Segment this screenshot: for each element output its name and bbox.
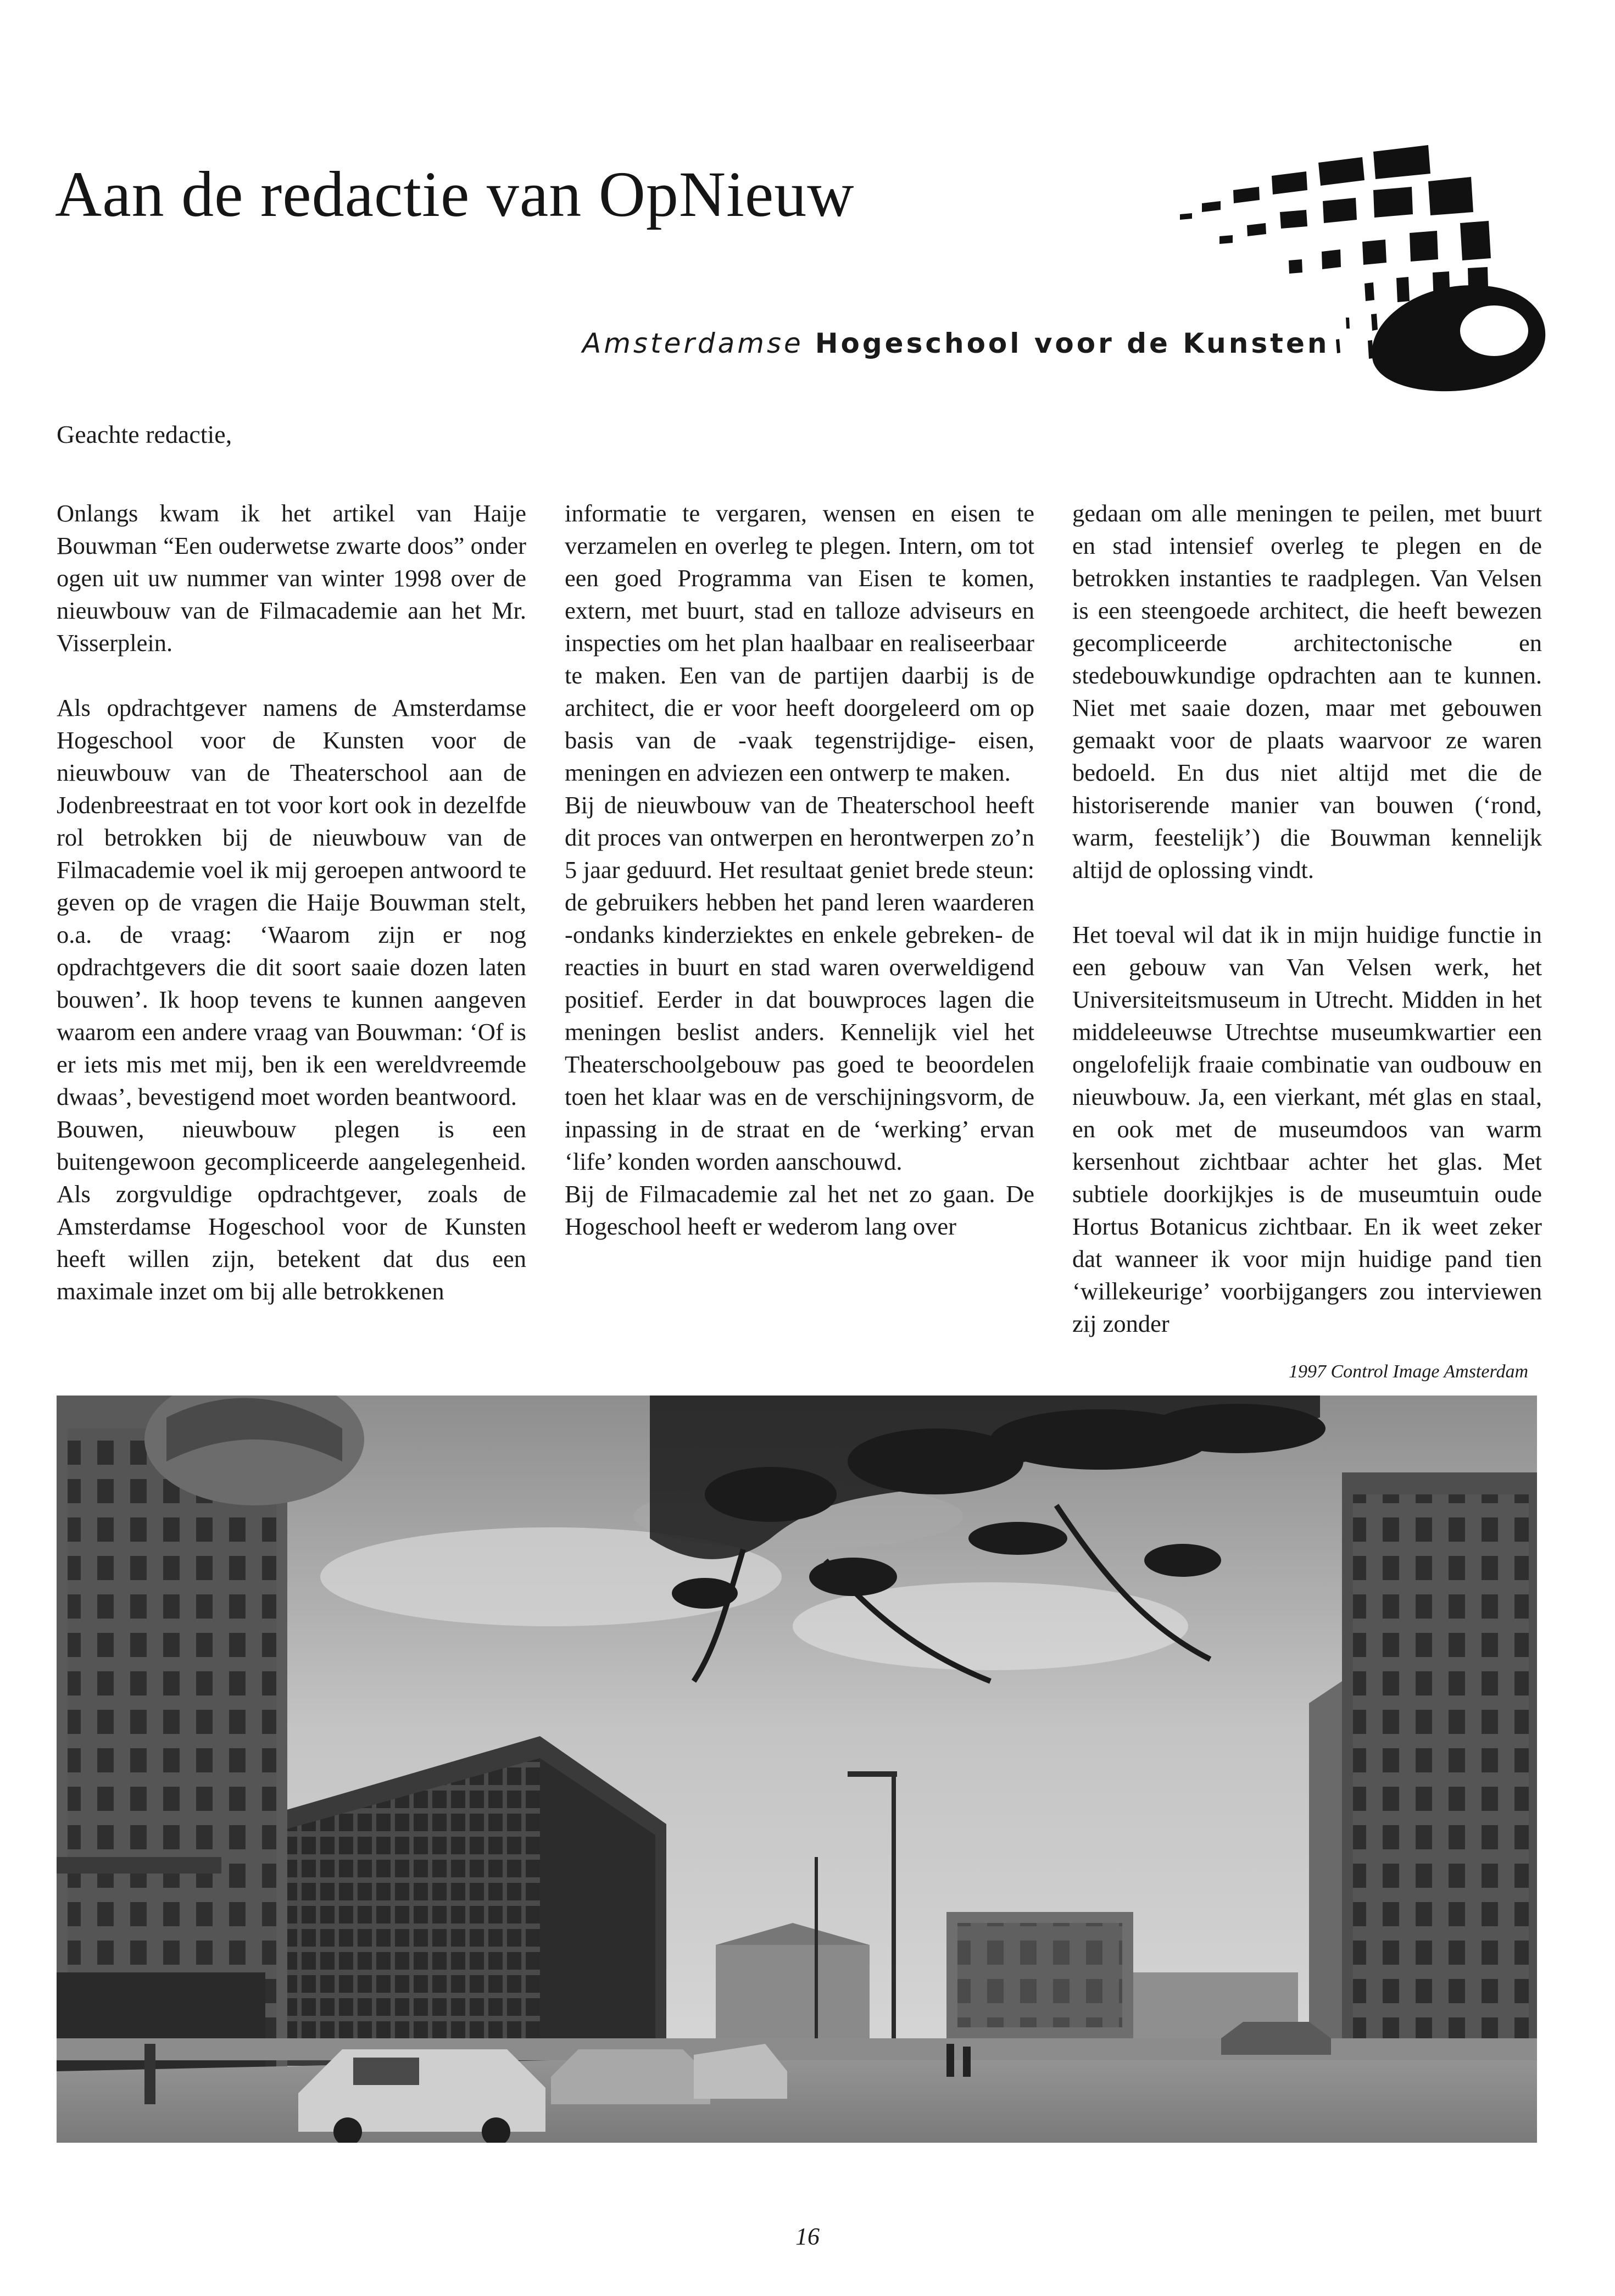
paragraph: Bij de Filmacademie zal het net zo gaan. De Hogeschool heeft er wederom lang over	[565, 1180, 1034, 1240]
paragraph: Onlangs kwam ik het artikel van Haije Bouwman “Een ouderwetse zwarte doos” onder ogen uit uw nummer van winter 1998 over de nieuwbouw van de Filmacademie aan het Mr. Visserplein.	[57, 499, 526, 657]
text-column-2	[565, 497, 1034, 1243]
school-title: Hogeschool voor de Kunsten	[815, 327, 1330, 359]
page-title: Aan de redactie van OpNieuw	[55, 158, 855, 230]
school-prefix: Amsterdamse	[582, 327, 804, 359]
school-name	[582, 327, 1330, 359]
page-number: 16	[795, 2223, 820, 2250]
text-column-1	[57, 497, 526, 1308]
paragraph: informatie te vergaren, wensen en eisen te verzamelen en overleg te plegen. Intern, om tot een goed Programma van Eisen te komen, extern, met buurt, stad en talloze adviseurs en inspecties om het plan haalbaar en realiseerbaar te maken. Een van de partijen daarbij is de architect, die er voor heeft doorgeleerd om op basis van de -vaak tegenstrijdige- eisen, meningen en adviezen een ontwerp te maken.	[565, 499, 1034, 786]
paragraph: gedaan om alle meningen te peilen, met buurt en stad intensief overleg te plegen en de betrokken instanties te raadplegen. Van Velsen is een steengoede architect, die heeft bewezen gecompliceerde architectonische en stedebouwkundige opdrachten aan te kunnen. Niet met saaie dozen, maar met gebouwen gemaakt voor de plaats waarvoor ze waren bedoeld. En dus niet altijd met die de historiserende manier van bouwen (‘rond, warm, feestelijk’) die Bouwman kennelijk altijd de oplossing vindt.	[1072, 499, 1542, 883]
photo-credit: 1997 Control Image Amsterdam	[1288, 1361, 1528, 1382]
school-logo	[1132, 143, 1549, 401]
paragraph: Het toeval wil dat ik in mijn huidige functie in een gebouw van Van Velsen werk, het Universiteitsmuseum in Utrecht. Midden in het middeleeuwse Utrechtse museumkwartier een ongelofelijk fraaie combinatie van oudbouw en nieuwbouw. Ja, een vierkant, mét glas en staal, en ook met de museumdoos van warm kersenhout zichtbaar achter het glas. Met subtiele doorkijkjes is de museumtuin oude Hortus Botanicus zichtbaar. En ik weet zeker dat wanneer ik voor mijn huidige pand tien ‘willekeurige’ voorbijgangers zou interviewen zij zonder	[1072, 921, 1542, 1337]
street-photo	[57, 1396, 1537, 2143]
paragraph: Als opdrachtgever namens de Amsterdamse Hogeschool voor de Kunsten voor de nieuwbouw van de Theaterschool aan de Jodenbreestraat en tot voor kort ook in dezelfde rol betrokken bij de nieuwbouw van de Filmacademie voel ik mij geroepen antwoord te geven op de vragen die Haije Bouwman stelt, o.a. de vraag: ‘Waarom zijn er nog opdrachtgevers die dit soort saaie dozen laten bouwen’. Ik hoop tevens te kunnen aangeven waarom een andere vraag van Bouwman: ‘Of is er iets mis met mij, ben ik een wereldvreemde dwaas’, bevestigend moet worden beantwoord.	[57, 694, 526, 1110]
paragraph: Bouwen, nieuwbouw plegen is een buitengewoon gecompliceerde aangelegenheid. Als zorgvuldige opdrachtgever, zoals de Amsterdamse Hogeschool voor de Kunsten heeft willen zijn, betekent dat dus een maximale inzet om bij alle betrokkenen	[57, 1115, 526, 1305]
paragraph: Bij de nieuwbouw van de Theaterschool heeft dit proces van ontwerpen en herontwerpen zo’n 5 jaar geduurd. Het resultaat geniet brede steun: de gebruikers hebben het pand leren waarderen -ondanks kinderziektes en enkele gebreken- de reacties in buurt en stad waren overweldigend positief. Eerder in dat bouwproces lagen die meningen beslist anders. Kennelijk viel het Theaterschoolgebouw pas goed te beoordelen toen het klaar was en de verschijningsvorm, de inpassing in de straat en de ‘werking’ ervan ‘life’ konden worden aanschouwd.	[565, 791, 1034, 1175]
text-column-3	[1072, 497, 1542, 1340]
salutation: Geachte redactie,	[57, 420, 232, 448]
